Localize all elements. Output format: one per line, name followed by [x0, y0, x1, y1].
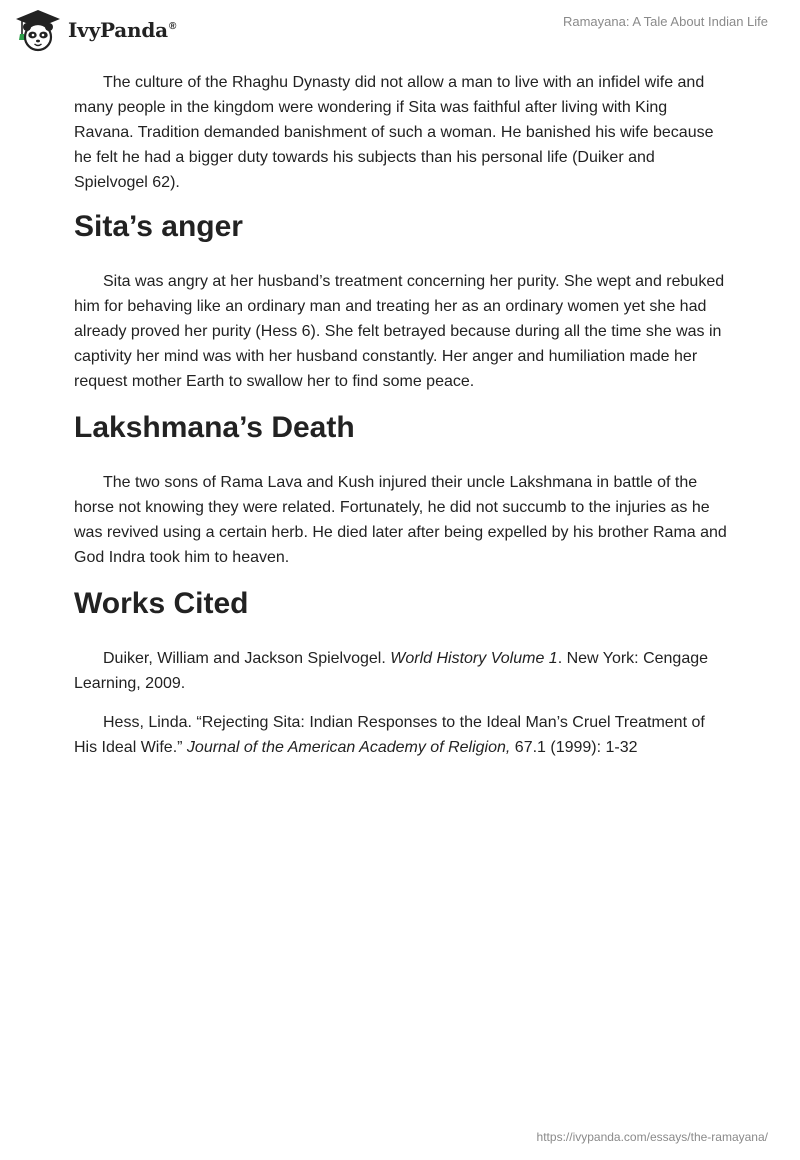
heading-lakshmanas-death: Lakshmana’s Death	[74, 411, 355, 444]
paragraph-sitas-anger: Sita was angry at her husband’s treatment concerning her purity. She wept and rebuked him for behaving like an ordinary man and treating her as an ordinary women yet she had already proved her purity (Hess 6). She felt betrayed because during all the time she was in captivity her mind was with her husband constantly. Her anger and humiliation made her request mother Earth to swallow her to find some peace.	[74, 273, 725, 390]
heading-sitas-anger: Sita’s anger	[74, 210, 243, 243]
paragraph-lakshmanas-death: The two sons of Rama Lava and Kush injured their uncle Lakshmana in battle of the horse not knowing they were related. Fortunately, he did not succumb to the injuries as he was revived using a certain herb. He died later after being expelled by his brother Rama and God Indra took him to heaven.	[74, 474, 727, 566]
logo-wordmark: IvyPanda®	[68, 18, 177, 42]
heading-works-cited: Works Cited	[74, 587, 249, 620]
citation-entry: Hess, Linda. “Rejecting Sita: Indian Responses to the Ideal Man’s Cruel Treatment of His Ideal Wife.” Journal of the American Academy of Religion, 67.1 (1999): 1-32	[74, 714, 705, 756]
panda-graduation-icon	[14, 8, 62, 52]
page-header	[0, 0, 800, 60]
essay-content	[74, 70, 730, 774]
citation-entry: Duiker, William and Jackson Spielvogel. World History Volume 1. New York: Cengage Learning, 2009.	[74, 650, 709, 692]
ivypanda-logo[interactable]	[14, 8, 176, 52]
source-url-link[interactable]: https://ivypanda.com/essays/the-ramayana/	[536, 1130, 768, 1144]
paragraph-intro: The culture of the Rhaghu Dynasty did not allow a man to live with an infidel wife and many people in the kingdom were wondering if Sita was faithful after living with King Ravana. Tradition demanded banishment of such a woman. He banished his wife because he felt he had a bigger duty towards his subjects than his personal life (Duiker and Spielvogel 62).	[74, 74, 714, 191]
document-title: Ramayana: A Tale About Indian Life	[562, 14, 768, 29]
